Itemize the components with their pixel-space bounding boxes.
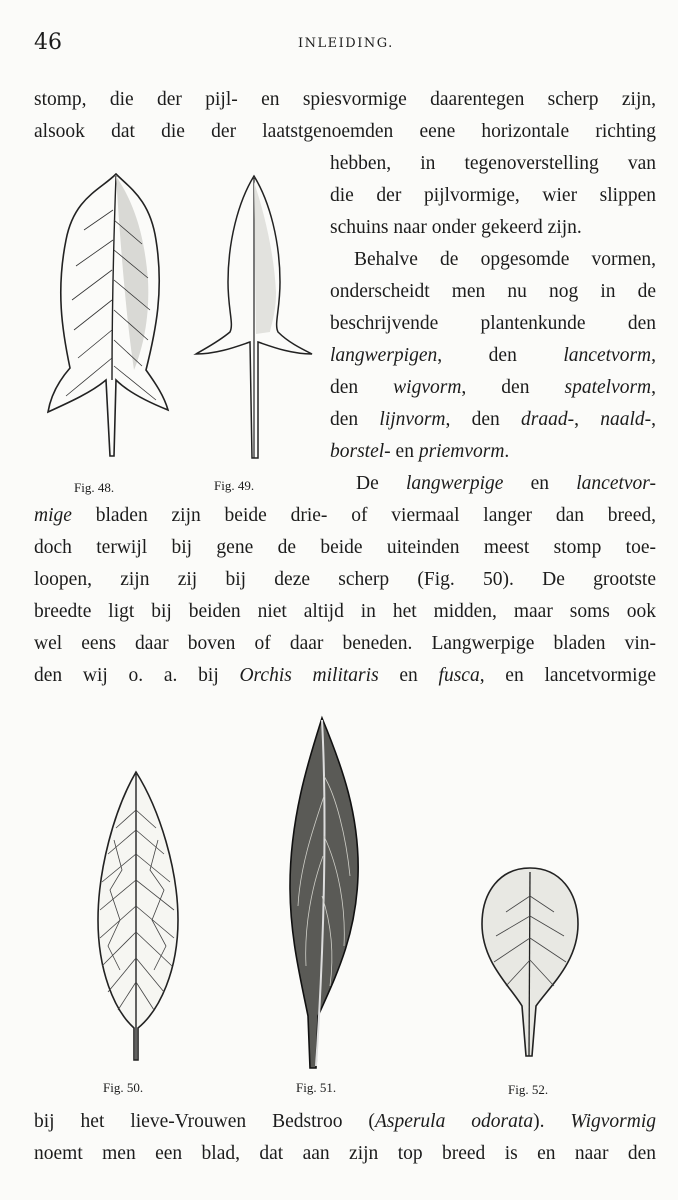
text-line: borstel- en priemvorm. bbox=[330, 441, 510, 462]
fig50-leaf-illustration bbox=[94, 770, 184, 1062]
fig51-caption: Fig. 51. bbox=[296, 1080, 337, 1095]
text-line: doch terwijl bij gene de beide uiteinden meest stomp toe- bbox=[34, 537, 656, 558]
text-line: den wigvorm, den spatelvorm, bbox=[330, 377, 657, 398]
text-line: Behalve de opgesomde vormen, bbox=[354, 249, 656, 270]
fig48-caption: Fig. 48. bbox=[74, 480, 115, 495]
text-line: den lijnvorm, den draad-, naald-, bbox=[330, 409, 657, 430]
text-line: die der pijlvormige, wier slippen bbox=[330, 185, 656, 206]
fig52-leaf-illustration bbox=[480, 866, 580, 1060]
text-line: langwerpigen, den lancetvorm, bbox=[330, 345, 656, 366]
running-header: INLEIDING. bbox=[298, 36, 394, 51]
fig52-caption: Fig. 52. bbox=[508, 1082, 549, 1097]
fig48-leaf-illustration bbox=[44, 170, 174, 460]
text-line: beschrijvende plantenkunde den bbox=[330, 313, 656, 334]
fig51-leaf-illustration bbox=[286, 716, 370, 1072]
text-line: stomp, die der pijl- en spiesvormige daarentegen scherp zijn, bbox=[34, 89, 656, 110]
fig50-caption: Fig. 50. bbox=[103, 1080, 144, 1095]
text-line: hebben, in tegenoverstelling van bbox=[330, 153, 656, 174]
text-line: den wij o. a. bij Orchis militaris en fusca, en lancetvormige bbox=[34, 665, 656, 686]
text-line: mige bladen zijn beide drie- of viermaal langer dan breed, bbox=[34, 505, 656, 526]
text-line: breedte ligt bij beiden niet altijd in het midden, maar soms ook bbox=[34, 601, 656, 622]
text-line: wel eens daar boven of daar beneden. Langwerpige bladen vin- bbox=[34, 633, 656, 654]
text-line: alsook dat die der laatstgenoemden eene horizontale richting bbox=[34, 121, 656, 142]
fig49-leaf-illustration bbox=[194, 172, 314, 462]
fig49-caption: Fig. 49. bbox=[214, 478, 255, 493]
text-line: loopen, zijn zij bij deze scherp (Fig. 50). De grootste bbox=[34, 569, 656, 590]
text-line: onderscheidt men nu nog in de bbox=[330, 281, 656, 302]
text-line: schuins naar onder gekeerd zijn. bbox=[330, 217, 582, 238]
page-number: 46 bbox=[34, 30, 62, 55]
text-line: noemt men een blad, dat aan zijn top breed is en naar den bbox=[34, 1143, 656, 1164]
text-line: De langwerpige en lancetvor- bbox=[356, 473, 656, 494]
text-line: bij het lieve-Vrouwen Bedstroo (Asperula odorata). Wigvormig bbox=[34, 1111, 656, 1132]
